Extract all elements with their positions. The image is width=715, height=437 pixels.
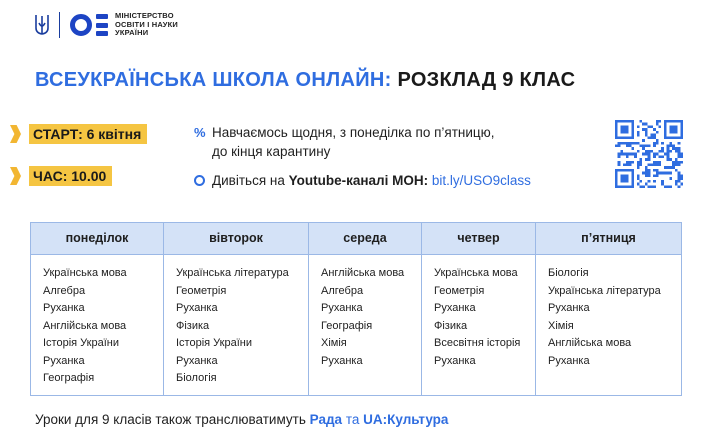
lesson-item: Біологія [176, 372, 217, 384]
qr-code-icon[interactable] [615, 120, 683, 188]
lesson-item: Руханка [321, 354, 363, 367]
chevron-icon [10, 167, 21, 185]
time-tag [10, 166, 112, 186]
lesson-item: Фізика [176, 319, 210, 332]
footer-text: Уроки для 9 класів також транслюватимуть [35, 412, 306, 427]
channel-ua-kultura: UA:Культура [363, 412, 449, 427]
lesson-item: Українська мова [43, 267, 127, 279]
lesson-item: Українська література [548, 284, 661, 297]
lesson-item: Хімія [548, 319, 574, 332]
lesson-item: Англійська мова [321, 267, 405, 279]
day-column-tuesday [164, 223, 309, 395]
title-part-1: ВСЕУКРАЇНСЬКА ШКОЛА ОНЛАЙН: [35, 69, 392, 91]
lesson-item: Українська література [176, 267, 289, 279]
youtube-prefix: Дивіться на [212, 173, 285, 188]
lesson-list [31, 255, 163, 388]
day-column-thursday [422, 223, 536, 395]
lesson-item: Геометрія [176, 284, 227, 297]
youtube-channel: Youtube-каналі МОН: [288, 173, 429, 188]
lesson-item: Руханка [321, 302, 363, 314]
lesson-item: Руханка [43, 354, 85, 367]
lesson-item: Руханка [176, 354, 218, 367]
lesson-item: Руханка [548, 354, 590, 367]
day-header: п’ятниця [536, 223, 681, 255]
footer-note [35, 412, 448, 427]
schedule-info-line-1: Навчаємось щодня, з понеділка по п’ятницю, [212, 125, 495, 140]
start-date-label: СТАРТ: 6 квітня [29, 124, 147, 144]
lesson-list [536, 255, 681, 370]
chevron-icon [10, 125, 21, 143]
header [35, 12, 178, 38]
youtube-link[interactable]: bit.ly/USO9class [431, 173, 531, 188]
lesson-item: Руханка [43, 302, 85, 314]
lesson-item: Руханка [548, 302, 590, 314]
lesson-item: Українська мова [434, 267, 518, 279]
lesson-list [422, 255, 535, 370]
ring-bullet-icon [194, 175, 205, 186]
lesson-list [164, 255, 308, 388]
title-part-2: РОЗКЛАД 9 КЛАС [397, 69, 576, 91]
lesson-item: Історія України [176, 337, 252, 349]
time-label: ЧАС: 10.00 [29, 166, 112, 186]
lesson-item: Руханка [434, 302, 476, 314]
mon-logo-icon [70, 14, 108, 36]
lesson-item: Алгебра [43, 284, 86, 297]
footer-connector: та [345, 412, 360, 427]
lesson-item: Біологія [548, 267, 589, 279]
channel-rada: Рада [309, 412, 343, 427]
lesson-item: Англійська мова [43, 319, 127, 332]
day-header: понеділок [31, 223, 163, 255]
trident-icon [35, 13, 49, 37]
start-date-tag [10, 124, 147, 144]
day-header: четвер [422, 223, 535, 255]
ministry-name: МІНІСТЕРСТВО ОСВІТИ І НАУКИ УКРАЇНИ [115, 11, 178, 38]
youtube-info [194, 171, 531, 190]
day-column-wednesday [309, 223, 422, 395]
lesson-item: Англійська мова [548, 337, 632, 349]
day-column-friday [536, 223, 681, 395]
schedule-info [194, 123, 495, 161]
page-title [35, 69, 575, 92]
lesson-item: Руханка [434, 354, 476, 367]
day-header: середа [309, 223, 421, 255]
lesson-list [309, 255, 421, 370]
header-divider [59, 12, 60, 38]
percent-icon: % [194, 125, 206, 140]
lesson-item: Руханка [176, 302, 218, 314]
lesson-item: Географія [321, 319, 373, 332]
lesson-item: Фізика [434, 319, 468, 332]
day-column-monday [31, 223, 164, 395]
schedule-table [30, 222, 682, 396]
lesson-item: Хімія [321, 337, 347, 349]
day-header: вівторок [164, 223, 308, 255]
lesson-item: Алгебра [321, 284, 364, 297]
lesson-item: Геометрія [434, 284, 485, 297]
schedule-info-line-2: до кінця карантину [212, 144, 331, 159]
lesson-item: Історія України [43, 337, 119, 349]
lesson-item: Всесвітня історія [434, 337, 521, 349]
lesson-item: Географія [43, 372, 95, 384]
